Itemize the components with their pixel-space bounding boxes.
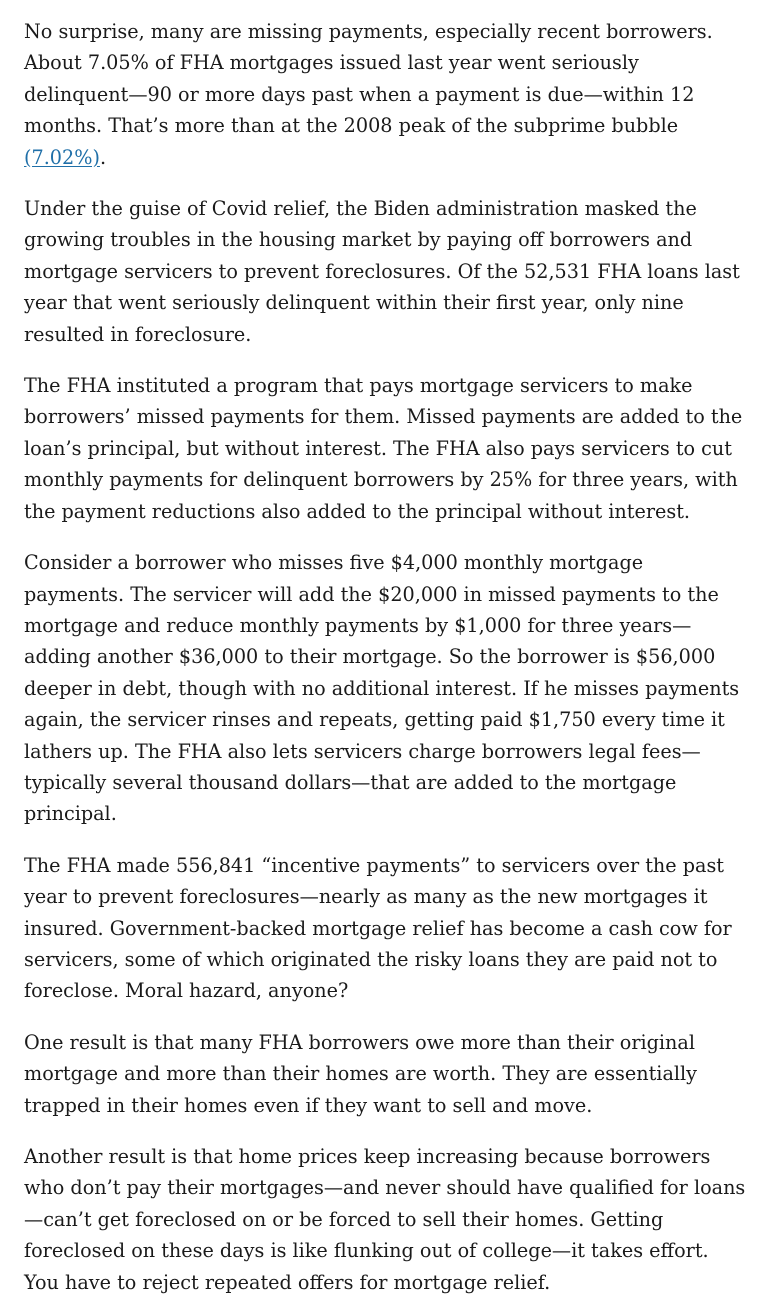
- paragraph-text-end: .: [99, 145, 107, 169]
- paragraph-trapped-borrowers: One result is that many FHA borrowers owe more than their original mortgage and more than their homes are worth. They are essentially trapped in their homes even if they want to sell and move.: [24, 1030, 697, 1117]
- paragraph-delinquency-rate: [24, 16, 747, 173]
- paragraph-text: No surprise, many are missing payments, especially recent borrowers. About 7.05% of FHA mortgages issued last year went seriously delinquent—90 or more days past when a payment is due—within 12 months. That’s more than at the 2008 peak of the subprime bubble: [24, 20, 713, 138]
- paragraph-fha-program: The FHA instituted a program that pays mortgage servicers to make borrowers’ missed payments for them. Missed payments are added to the loan’s principal, but without interest. The FHA also pays servicers to cut monthly payments for delinquent borrowers by 25% for three years, with the payment reductions also added to the principal without interest.: [24, 374, 743, 523]
- paragraph-borrower-example: Consider a borrower who misses five $4,000 monthly mortgage payments. The servicer will add the $20,000 in missed payments to the mortgage and reduce monthly payments by $1,000 for three years—adding another $36,000 to their mortgage. So the borrower is $56,000 deeper in debt, though with no additional interest. If he misses payments again, the servicer rinses and repeats, getting paid $1,750 every time it lathers up. The FHA also lets servicers charge borrowers legal fees—typically several thousand dollars—that are added to the mortgage principal.: [24, 551, 740, 826]
- paragraph-home-prices: Another result is that home prices keep increasing because borrowers who don’t pay their mortgages—and never should have qualified for loans—can’t get foreclosed on or be forced to sell their homes. Getting foreclosed on these days is like flunking out of college—it takes effort. You have to reject repeated offers for mortgage relief.: [24, 1145, 746, 1294]
- paragraph-covid-relief: Under the guise of Covid relief, the Biden administration masked the growing troubles in the housing market by paying off borrowers and mortgage servicers to prevent foreclosures. Of the 52,531 FHA loans last year that went seriously delinquent within their first year, only nine resulted in foreclosure.: [24, 197, 740, 346]
- source-link-7-02[interactable]: (7.02%): [24, 145, 100, 169]
- paragraph-incentive-payments: The FHA made 556,841 “incentive payments” to servicers over the past year to prevent foreclosures—nearly as many as the new mortgages it insured. Government-backed mortgage relief has become a cash cow for servicers, some of which originated the risky loans they are paid not to foreclose. Moral hazard, anyone?: [24, 853, 732, 1003]
